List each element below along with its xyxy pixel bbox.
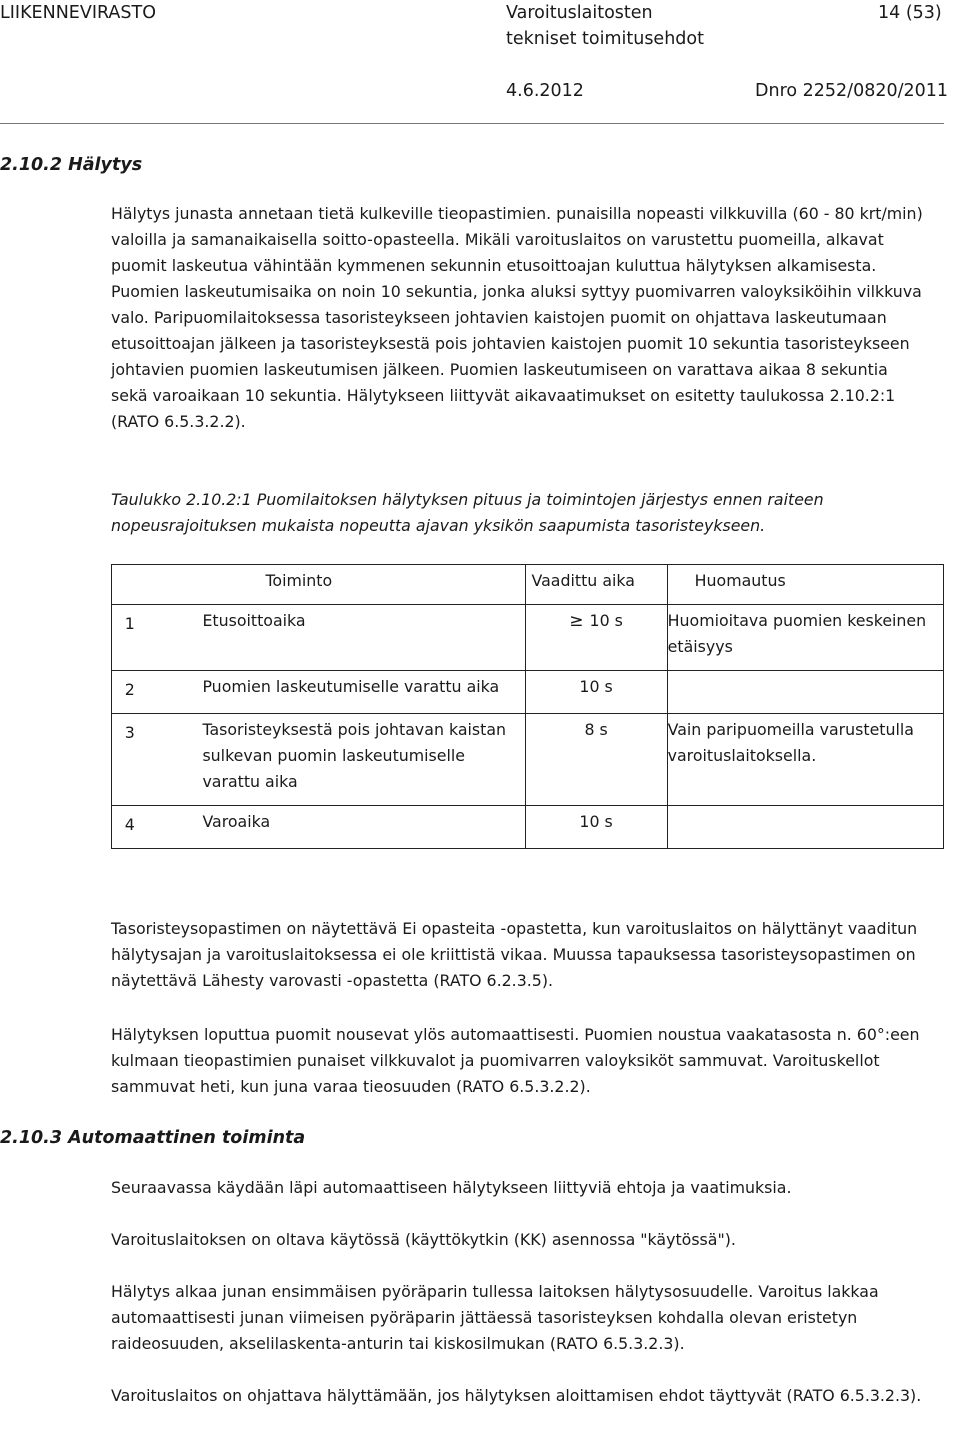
row-note: Vain paripuomeilla varustetulla varoituslaitoksella. [667,720,914,765]
greater-or-equal-symbol: ≥ [569,611,584,631]
header-huomautus: Huomautus [694,571,786,590]
header-divider [0,123,944,124]
section-heading-2-10-2: 2.10.2 Hälytys [0,155,143,175]
document-title-line2: tekniset toimitusehdot [506,29,704,49]
row-action: Etusoittoaika [202,611,306,630]
row-time: 10 s [579,677,613,696]
paragraph-halytys-alkaa: Hälytys alkaa junan ensimmäisen pyöräparin tullessa laitoksen hälytysosuudelle. Varoitus lakkaa automaattisesti junan viimeisen pyöräparin jättäessä tasoristeyksen kohdalla olevan eristetyn raideosuuden, akselilaskenta-anturin tai kiskosilmukan (RATO 6.5.3.2.3). [111,1282,879,1353]
header-toiminto: Toiminto [265,571,333,590]
table-caption: Taulukko 2.10.2:1 Puomilaitoksen hälytyksen pituus ja toimintojen järjestys ennen raiteen nopeusrajoituksen mukaista nopeutta ajavan yksikön saapumista tasoristeykseen. [111,490,824,535]
page-number: 14 (53) [878,3,942,23]
paragraph-kaytossa: Varoituslaitoksen on oltava käytössä (käyttökytkin (KK) asennossa "käytössä"). [111,1230,736,1249]
row-note [668,671,943,684]
alarm-timing-table [111,564,944,849]
paragraph-puomit-nousevat: Hälytyksen loputtua puomit nousevat ylös automaattisesti. Puomien noustua vaakatasosta n. 60°:een kulmaan tieopastimien punaiset vilkkuvalot ja puomivarren valoyksiköt sammuvat. Varoituskellot sammuvat heti, kun juna varaa tieosuuden (RATO 6.5.3.2.2). [111,1025,920,1096]
section-heading-2-10-3: 2.10.3 Automaattinen toiminta [0,1128,306,1148]
table-header-row [112,565,944,605]
paragraph-halyttamaan: Varoituslaitos on ohjattava hälyttämään, jos hälytyksen aloittamisen ehdot täyttyvät (RATO 6.5.3.2.3). [111,1386,922,1405]
row-number: 1 [124,614,135,633]
table-row [112,671,944,714]
table-row [112,806,944,849]
row-number: 2 [124,680,135,699]
document-title-line1: Varoituslaitosten [506,3,653,23]
document-number: Dnro 2252/0820/2011 [755,81,949,101]
paragraph-ehdot: Seuraavassa käydään läpi automaattiseen hälytykseen liittyviä ehtoja ja vaatimuksia. [111,1178,792,1197]
header-vaadittu-aika: Vaadittu aika [531,571,635,590]
row-action: Tasoristeyksestä pois johtavan kaistan sulkevan puomin laskeutumiselle varattu aika [202,720,507,791]
organization-name: LIIKENNEVIRASTO [0,3,156,23]
row-number: 4 [124,815,135,834]
section-2-10-2-paragraph: Hälytys junasta annetaan tietä kulkeville tieopastimien. punaisilla nopeasti vilkkuvilla (60 - 80 krt/min) valoilla ja samanaikaisella soitto-opasteella. Mikäli varoituslaitos on varustettu puomeilla, alkavat puomit laskeutua vähintään kymmenen sekunnin etusoittoajan kuluttua hälytyksen alkamisesta. Puomien laskeutumisaika on noin 10 sekuntia, jonka aluksi syttyy puomivarren valoyksiköihin vilkkuva valo. Paripuomilaitoksessa tasoristeykseen johtavien kaistojen puomit on ohjattava laskeutumaan etusoittoajan jälkeen ja tasoristeyksestä pois johtavien kaistojen puomit 10 sekuntia tasoristeykseen johtavien puomien laskeutumisen jälkeen. Puomien laskeutumiseen on varattava aikaa 8 sekuntia sekä varoaikaan 10 sekuntia. Hälytykseen liittyvät aikavaatimukset on esitetty taulukossa 2.10.2:1 (RATO 6.5.3.2.2). [111,204,923,431]
document-date: 4.6.2012 [506,81,584,101]
table-row [112,605,944,671]
table-row [112,714,944,806]
row-action: Varoaika [202,812,271,831]
row-number: 3 [124,723,135,742]
row-time: ≥ 10 s [569,611,623,631]
row-time: 8 s [584,720,608,739]
row-action: Puomien laskeutumiselle varattu aika [202,677,500,696]
row-note: Huomioitava puomien keskeinen etäisyys [667,611,927,656]
row-time: 10 s [579,812,613,831]
paragraph-opastin: Tasoristeysopastimen on näytettävä Ei opasteita -opastetta, kun varoituslaitos on hälyttänyt vaaditun hälytysajan ja varoituslaitoksessa ei ole kriittistä vikaa. Muussa tapauksessa tasoristeysopastimen on näytettävä Lähesty varovasti -opastetta (RATO 6.2.3.5). [111,919,918,990]
row-note [668,806,943,819]
